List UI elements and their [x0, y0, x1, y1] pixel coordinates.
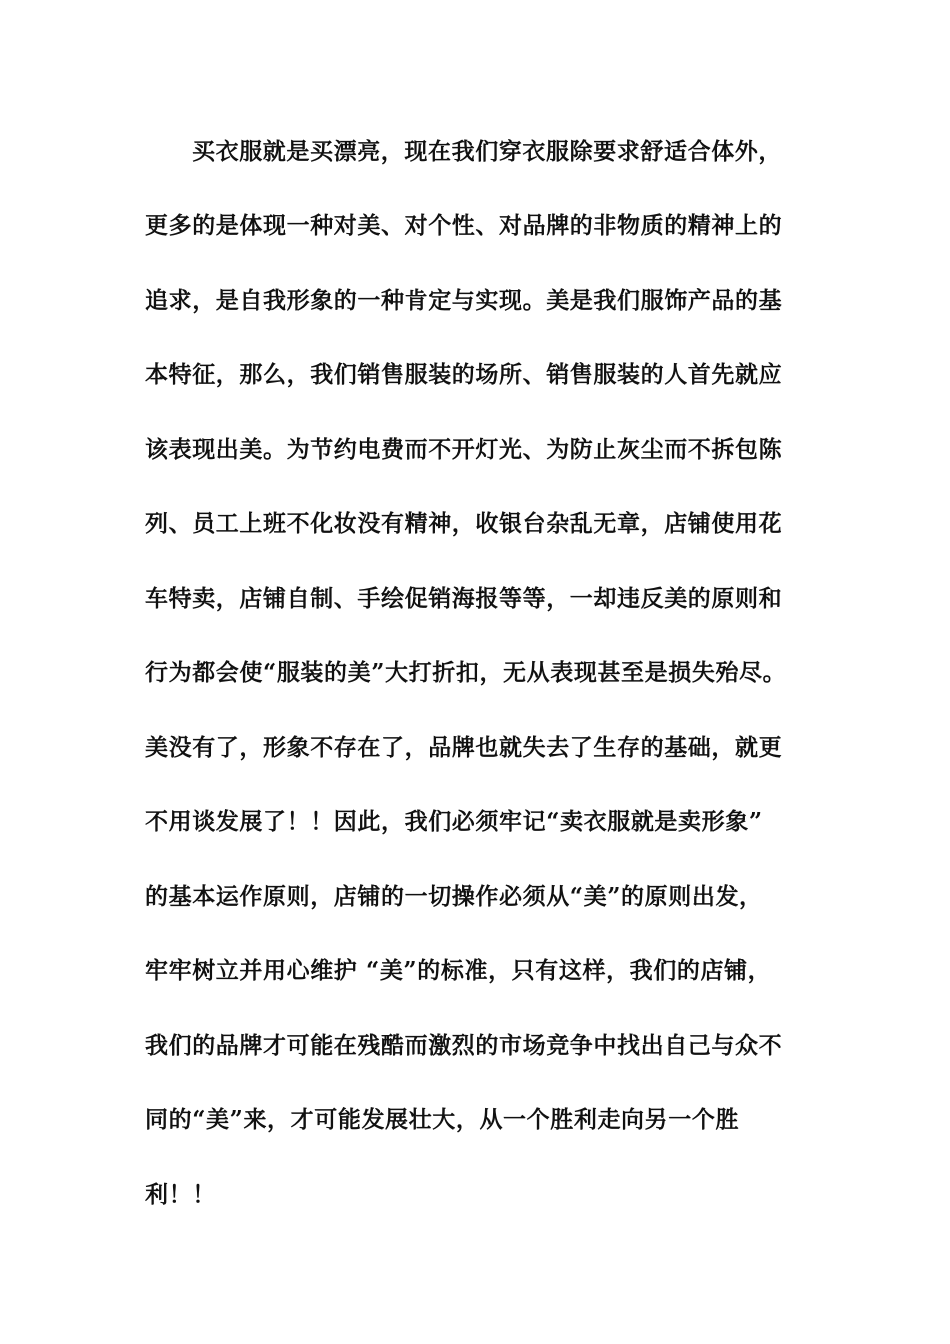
paragraph-line-10: 不用谈发展了！！因此，我们必须牢记“卖衣服就是卖形象”	[145, 808, 763, 835]
paragraph-line-2: 更多的是体现一种对美、对个性、对品牌的非物质的精神上的	[145, 212, 783, 239]
paragraph-line-6: 列、员工上班不化妆没有精神，收银台杂乱无章，店铺使用花	[145, 510, 783, 537]
paragraph-line-5: 该表现出美。为节约电费而不开灯光、为防止灰尘而不拆包陈	[145, 436, 783, 463]
paragraph-line-1: 买衣服就是买漂亮，现在我们穿衣服除要求舒适合体外，	[192, 138, 782, 165]
paragraph-line-4: 本特征，那么，我们销售服装的场所、销售服装的人首先就应	[145, 361, 783, 388]
paragraph-line-15: 利！！	[145, 1181, 216, 1208]
paragraph-line-12: 牢牢树立并用心维护 “美”的标准，只有这样，我们的店铺，	[145, 957, 772, 984]
paragraph-line-8: 行为都会使“服装的美”大打折扣，无从表现甚至是损失殆尽。	[145, 659, 787, 686]
paragraph-line-13: 我们的品牌才可能在残酷而激烈的市场竞争中找出自己与众不	[145, 1032, 783, 1059]
paragraph-line-7: 车特卖，店铺自制、手绘促销海报等等，一却违反美的原则和	[145, 585, 783, 612]
paragraph-line-3: 追求，是自我形象的一种肯定与实现。美是我们服饰产品的基	[145, 287, 783, 314]
paragraph-line-11: 的基本运作原则，店铺的一切操作必须从“美”的原则出发，	[145, 883, 763, 910]
paragraph-line-9: 美没有了，形象不存在了，品牌也就失去了生存的基础，就更	[145, 734, 783, 761]
paragraph-line-14: 同的“美”来，才可能发展壮大，从一个胜利走向另一个胜	[145, 1106, 740, 1133]
